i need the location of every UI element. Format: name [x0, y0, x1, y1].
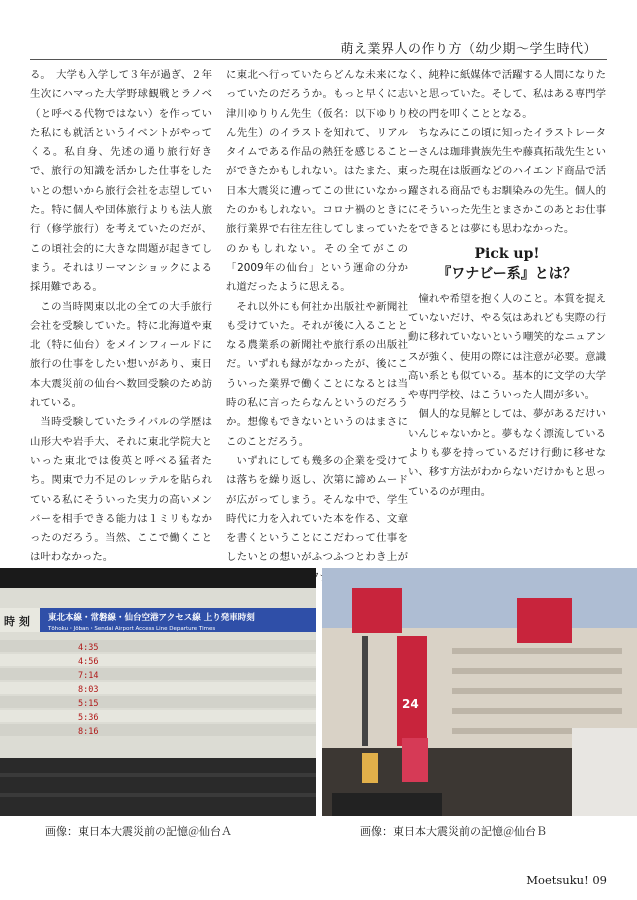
caption-a: 画像：東日本大震災前の記憶＠仙台Ａ	[45, 825, 232, 838]
paragraph: ちなみにこの頃に知ったイラストレーターさんは珈琲貴族先生や藤真拓哉先生といった現在は版画などのハイエンド商品で活躍される商品でもお馴染みの先生。個人的にそういった先生とまさかこのあとお仕事をできるとは夢にも思わなかった。	[408, 126, 606, 236]
board-time: 8:03	[78, 685, 99, 695]
board-row	[0, 696, 316, 708]
paragraph: く、純粋に紙媒体で活躍する人間になりたいと思っていた。そして、私はある専門学校の門を叩くこととなる。	[408, 69, 606, 120]
column-2	[226, 66, 408, 587]
paragraph: それ以外にも何社か出版社や新聞社も受けていた。それが後に入ることとなる農業系の新聞社や旅行系の出版社だ。いずれも縁がなかったが、後にこういった業界で働くことになるとは当時の私に言ったらなんというのだろうか。想像もできないというのはまさにこのことだろう。	[226, 300, 408, 448]
store-vertical-sign: 24	[402, 697, 419, 711]
paragraph: 当時受験していたライバルの学歴は山形大や岩手大、それに東北学院大といった東北では俊英と呼べる猛者たち。関東で力不足のレッテルを貼られている私にそういった実力の高いメンバーを相手できる能力は１ミリもなかったのだろう。当然、ここで働くことは叶わなかった。	[30, 416, 212, 564]
photo-departure-board	[0, 568, 316, 816]
paragraph: る。 大学も入学して３年が過ぎ、２年生次にハマった大学野球観戦とラノベ（と呼べる代物ではない）を作っていた私にも就活というイベントがやってくる。私自身、先述の通り旅行好きで、旅行の知識を活かした仕事をしたいとの想いから旅行会社を志望していた。特に個人や団体旅行よりも法人旅行（修学旅行）を考えていたのだが、この頃社会的に大きな問題が起きてしまう。それはリーマンショックによる採用難である。	[30, 69, 212, 294]
board-row	[0, 724, 316, 736]
caption-b: 画像：東日本大震災前の記憶＠仙台Ｂ	[360, 825, 547, 838]
board-time: 7:14	[78, 671, 99, 681]
pickup-heading	[408, 244, 606, 284]
board-title-ja: 東北本線・常磐線・仙台空港アクセス線 上り発車時刻	[48, 613, 255, 623]
pickup-label: Pick up!	[474, 245, 540, 262]
board-time: 8:16	[78, 727, 99, 737]
board-time: 5:15	[78, 699, 99, 709]
board-time: 4:35	[78, 643, 99, 653]
board-time: 4:56	[78, 657, 99, 667]
paragraph: に東北へ行っていたらどんな未来になっていたのだろうか。もっと早くに志津川ゆりりん先生（仮名：以下ゆりりん先生）のイラストを知れて、リアルタイムである作品の熱狂を感じることができたかもしれない。はたまた、東日本大震災に遭ってこの世にいなかったのかもしれない。コロナ禍のときに旅行業界で右往左往してしまっていたのかもしれない。その全てがこの「2009年の仙台」という運命の分かれ道だったように思える。	[226, 69, 408, 294]
board-title-en: Tōhoku・Jōban・Sendai Airport Access Line Departure Times	[48, 626, 216, 632]
header-rule	[30, 59, 607, 60]
paragraph: 憧れや希望を抱く人のこと。本質を捉えていないだけ、やる気はあれども実際の行動に移れていないという嘲笑的なニュアンスが強く、使用の際には注意が必要。意識高い系とも似ている。基本的に文学の大学や専門学校、はこういった人間が多い。	[408, 292, 606, 402]
column-1	[30, 66, 212, 587]
board-time: 5:36	[78, 713, 99, 723]
page-footer: Moetsuku! 09	[526, 873, 607, 887]
board-row	[0, 710, 316, 722]
photo-department-store	[322, 568, 637, 816]
paragraph: 個人的な見解としては、夢があるだけいいんじゃないかと。夢もなく漂流しているよりも夢を持っているだけ行動に移せない、移す方法がわからないだけかもと思っているのが理由。	[408, 408, 606, 498]
running-header: 萌え業界人の作り方（幼少期〜学生時代）	[340, 42, 597, 57]
board-row	[0, 640, 316, 652]
paragraph: この当時関東以北の全ての大手旅行会社を受験していた。特に北海道や東北（特に仙台）をメインフィールドに旅行の仕事をしたい想いがあり、東日本大震災前の仙台へ数回受験のため訪れている。	[30, 300, 212, 410]
board-left-sign: 時 刻	[4, 615, 30, 628]
board-row	[0, 682, 316, 694]
column-3	[408, 66, 606, 502]
board-row	[0, 654, 316, 666]
pickup-title: 『ワナビー系』とは？	[437, 265, 577, 282]
paragraph: いずれにしても幾多の企業を受けては落ちを繰り返し、次第に諦めムードが広がってしまう。そんな中で、学生時代に力を入れていた本を作る、文章を書くということにこだわって仕事をしたいとの想いがふつふつとわき上が ワナ	[226, 454, 408, 583]
board-row	[0, 668, 316, 680]
